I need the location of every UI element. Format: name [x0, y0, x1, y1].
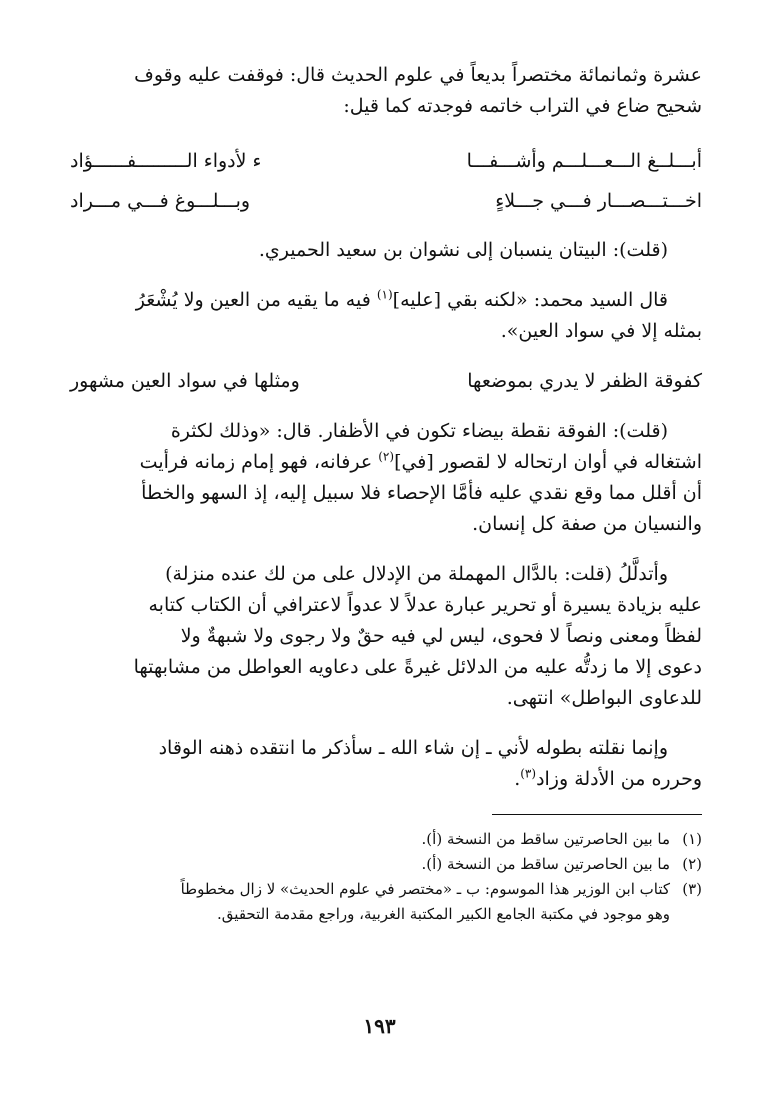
- footnote-ref-2: (٢): [378, 449, 395, 464]
- verse-hemistich-right: أبـــلــغ الـــعـــلـــم وأشـــفـــا: [466, 150, 702, 172]
- footnote-text-line: وهو موجود في مكتبة الجامع الكبير المكتبة الغربية، وراجع مقدمة التحقيق.: [217, 905, 670, 923]
- page-number: ١٩٣: [363, 1014, 396, 1038]
- note-paragraph-2: [70, 416, 702, 540]
- text-line: شحيح ضاع في التراب خاتمه فوجدته كما قيل:: [343, 95, 702, 117]
- footnote-number: (٢): [682, 855, 702, 873]
- text-line: لفظاً ومعنى ونصاً لا فحوى، ليس لي فيه حقٌ ولا رجوى ولا شبهةٌ ولا: [180, 625, 702, 647]
- verse-block-1: [70, 141, 702, 221]
- text-line: عشرة وثمانمائة مختصراً بديعاً في علوم الحديث قال: فوقفت عليه وقوف: [134, 64, 702, 86]
- intro-paragraph: [70, 60, 702, 122]
- verse-row: [70, 141, 702, 181]
- note-paragraph-4: [70, 733, 702, 795]
- note-paragraph-1: [70, 235, 702, 266]
- footnote-text: ما بين الحاصرتين ساقط من النسخة (أ).: [421, 855, 670, 873]
- text-line: للدعاوى البواطل» انتهى.: [506, 687, 702, 709]
- footnote-item: [70, 852, 702, 877]
- footnote-ref-1: (١): [376, 287, 393, 302]
- footnote-number: (١): [682, 830, 702, 848]
- text-segment: قال السيد محمد: «لكنه بقي [عليه]: [392, 289, 668, 311]
- text-line: [70, 447, 702, 478]
- footnote-text-line: كتاب ابن الوزير هذا الموسوم: ب ـ «مختصر في علوم الحديث» لا زال مخطوطاً: [180, 880, 670, 898]
- text-line: [70, 285, 702, 316]
- text-segment: .: [514, 768, 521, 790]
- text-segment: عرفانه، فهو إمام زمانه فرأيت: [139, 451, 379, 473]
- text-line: (قلت): الفوقة نقطة بيضاء تكون في الأظفار. قال: «وذلك لكثرة: [170, 420, 668, 442]
- footnote-item: [70, 877, 702, 927]
- text-line: والنسيان من صفة كل إنسان.: [472, 513, 702, 535]
- verse-block-2: [70, 366, 702, 397]
- verse-hemistich-left: ء لأدواء الـــــــــفــــــؤاد: [70, 150, 262, 172]
- text-line: دعوى إلا ما زدتُّه عليه من الدلائل غيرةً على دعاويه العواطل من مشابهتها: [133, 656, 702, 678]
- footnote-number: (٣): [682, 880, 702, 898]
- footnotes: [70, 827, 702, 927]
- text-line: وأتدلَّلُ (قلت: بالدَّال المهملة من الإدلال على من لك عنده منزلة): [165, 563, 668, 585]
- footnote-text: [70, 877, 670, 927]
- text-segment: فيه ما يقيه من العين ولا يُشْعَرُ: [135, 289, 377, 311]
- text-segment: وحرره من الأدلة وزاد: [536, 768, 702, 790]
- text-line: [70, 764, 702, 795]
- quote-paragraph-1: [70, 285, 702, 347]
- text-line: عليه بزيادة يسيرة أو تحرير عبارة عدلاً لا عدواً لاعترافي أن الكتاب كتابه: [148, 594, 702, 616]
- verse-hemistich-left: وبـــلـــوغ فـــي مـــراد: [70, 190, 251, 212]
- footnote-item: [70, 827, 702, 852]
- text-line: (قلت): البيتان ينسبان إلى نشوان بن سعيد الحميري.: [258, 239, 668, 261]
- note-paragraph-3: [70, 559, 702, 714]
- text-line: أن أقلل مما وقع نقدي عليه فأمَّا الإحصاء فلا سبيل إليه، إذ السهو والخطأ: [141, 482, 702, 504]
- footnote-ref-3: (٣): [520, 766, 537, 781]
- footnote-divider: [492, 814, 702, 815]
- verse-row: [70, 181, 702, 221]
- verse-hemistich-right: كفوقة الظفر لا يدري بموضعها: [467, 370, 702, 392]
- text-segment: اشتغاله في أوان ارتحاله لا لقصور [في]: [394, 451, 702, 473]
- page-body: [70, 60, 702, 927]
- text-line: وإنما نقلته بطوله لأني ـ إن شاء الله ـ سأذكر ما انتقده ذهنه الوقاد: [158, 737, 668, 759]
- text-line: بمثله إلا في سواد العين».: [500, 320, 702, 342]
- footnote-text: ما بين الحاصرتين ساقط من النسخة (أ).: [421, 830, 670, 848]
- verse-hemistich-left: ومثلها في سواد العين مشهور: [70, 370, 300, 392]
- verse-hemistich-right: اخـــتـــصـــار فـــي جـــلاءٍ: [495, 190, 702, 212]
